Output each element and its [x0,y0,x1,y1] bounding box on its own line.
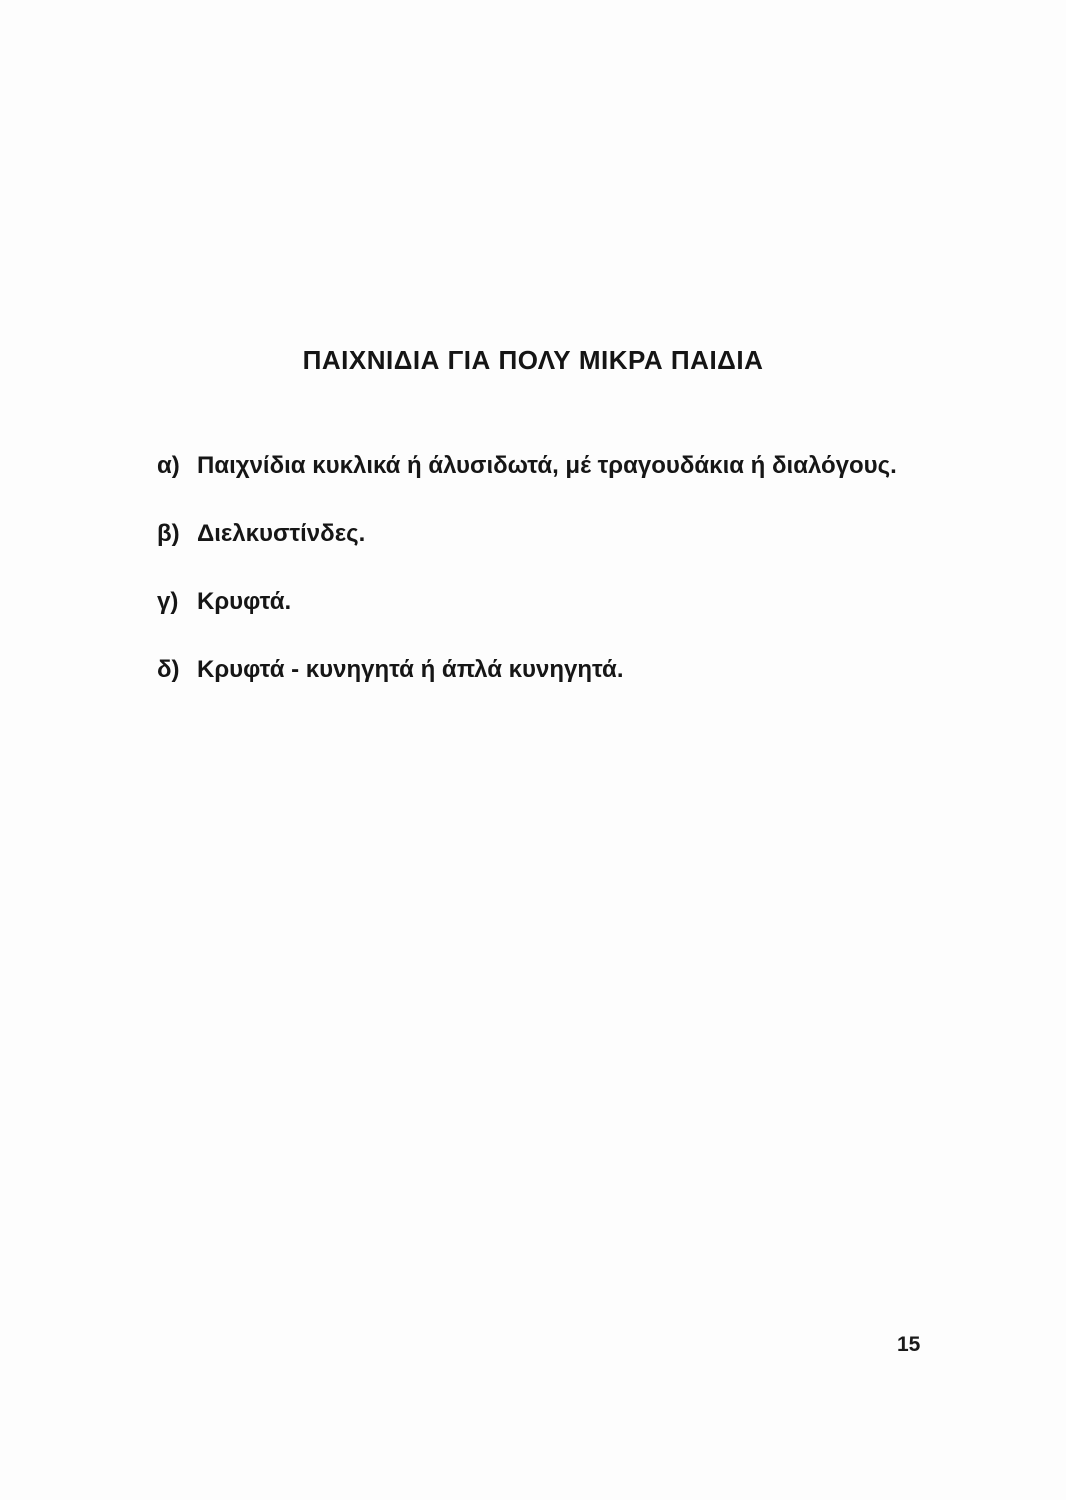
page-number: 15 [897,1333,921,1356]
list-item [157,520,897,588]
list-marker: α) [157,452,180,479]
list-item-text: Κρυφτά - κυνηγητά ή άπλά κυνηγητά. [197,656,624,683]
list-item-text: Παιχνίδια κυκλικά ή άλυσιδωτά, μέ τραγουδάκια ή διαλόγους. [197,452,897,479]
list-item [157,656,897,724]
list-item [157,588,897,656]
list-marker: β) [157,520,180,547]
game-list [157,452,897,724]
list-item-text: Κρυφτά. [197,588,292,615]
list-marker: γ) [157,588,179,615]
page-title: ΠΑΙΧΝΙΔΙΑ ΓΙΑ ΠΟΛΥ ΜΙΚΡΑ ΠΑΙΔΙΑ [302,345,764,375]
list-marker: δ) [157,656,180,683]
list-item-text: Διελκυστίνδες. [197,520,366,547]
list-item [157,452,897,520]
